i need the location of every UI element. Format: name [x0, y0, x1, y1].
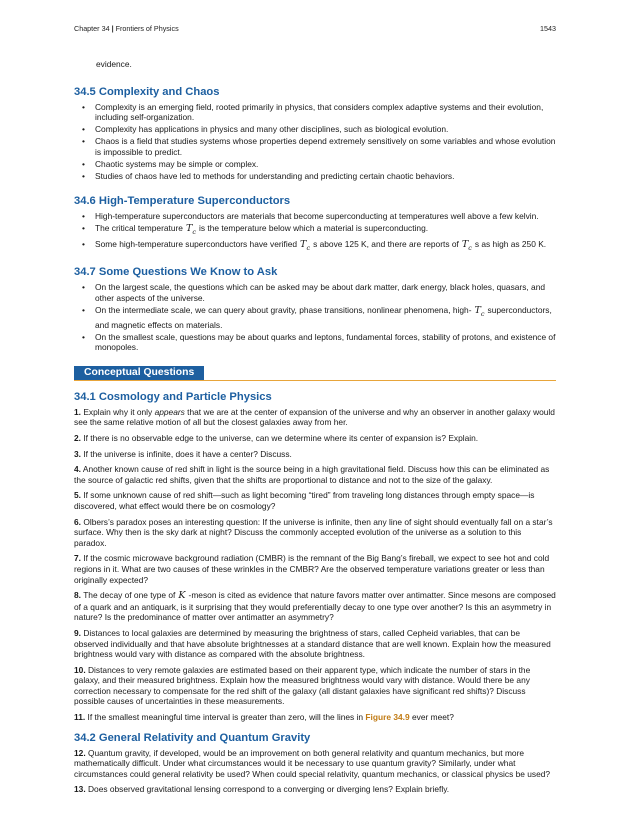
question-13: 13. Does observed gravitational lensing correspond to a converging or diverging lens? Explain briefly. — [74, 784, 450, 795]
page-number: 1543 — [540, 24, 556, 33]
math-tc: $T_c$ — [185, 222, 197, 236]
section-34-6-list — [74, 211, 556, 254]
question-12: 12. Quantum gravity, if developed, would be an improvement on both general relativity and quantum mechanics, but more mathematically difficult. Under what circumstances would it be necessary to use quantum gravity? Similarly, under what circumstances could general relativity be used? When could special relativity, quantum mechanics, or classical physics be used? — [74, 747, 551, 779]
question-10: 10. Distances to very remote galaxies are estimated based on their apparent type, which indicate the number of stars in the galaxy, and their measured brightness. Explain how the measured brightness would vary with distance. Would there be any correction necessary to compensate for the red shift of the galaxy (all distant galaxies have significant red shifts)? Discuss possible causes of uncertainties in these measurements. — [74, 664, 531, 707]
list-item: • Complexity has applications in physics and many other disciplines, such as biological evolution. — [74, 124, 556, 135]
section-34-1-heading: 34.1 Cosmology and Particle Physics — [74, 390, 272, 403]
list-item: • Some high-temperature superconductors have verified $T_c$ s above 125 K, and there are reports of $T_c$ s as high as 250 K. — [74, 239, 556, 254]
section-34-2-heading: 34.2 General Relativity and Quantum Gravity — [74, 731, 311, 744]
section-34-7-heading: 34.7 Some Questions We Know to Ask — [74, 266, 278, 279]
list-item: • High-temperature superconductors are materials that become superconducting at temperatures well above a few kelvin. — [74, 211, 556, 222]
list-item: • Complexity is an emerging field, rooted primarily in physics, that considers complex adaptive systems and their evolution, including self-organization. — [74, 102, 556, 123]
question-9: 9. Distances to local galaxies are determined by measuring the brightness of stars, called Cepheid variables, that can be observed individually and that have absolute brightnesses at a standard distance that are well known. Explain how the measured brightness would vary with distance as compared with the absolute brightness. — [74, 627, 551, 660]
running-head: Chapter 34 | Frontiers of Physics — [74, 24, 179, 33]
question-4: 4. Another known cause of red shift in light is the source being in a high gravitational field. Discuss how this can be eliminated as the source of galactic red shifts, given that the shifts are proportional to distance and not to the size of the galaxy. — [74, 464, 550, 485]
page-content — [74, 59, 556, 800]
section-34-5-list — [74, 102, 556, 182]
question-6: 6. Olbers’s paradox poses an interesting question: If the universe is infinite, then any line of sight should eventually fall on a star’s surface. Why then is the sky dark at night? Discuss the commonly accepted evolution of the universe as a solution to this paradox. — [74, 516, 553, 548]
continuation-text: evidence. — [96, 59, 132, 69]
list-item: • On the intermediate scale, we can query about gravity, phase transitions, nonlinear phenomena, high- $T_c$ superconductors, and magnetic effects on materials. — [74, 305, 556, 330]
section-34-5-heading: 34.5 Complexity and Chaos — [74, 85, 220, 98]
list-item: • The critical temperature $T_c$ is the temperature below which a material is superconducting. — [74, 223, 556, 238]
section-34-6-heading: 34.6 High-Temperature Superconductors — [74, 194, 291, 207]
question-7: 7. If the cosmic microwave background radiation (CMBR) is the remnant of the Big Bang’s fireball, we expect to see hot and cold regions in it. What are two causes of these wrinkles in the CMBR? Are the observed temperature variations greater or less than originally expected? — [74, 553, 550, 585]
list-item: • On the largest scale, the questions which can be asked may be about dark matter, dark energy, black holes, quasars, and other aspects of the universe. — [74, 282, 556, 303]
list-item: • Chaos is a field that studies systems whose properties depend extremely sensitively on some variables and whose evolution is impossible to predict. — [74, 136, 556, 157]
conceptual-questions-banner: Conceptual Questions — [74, 366, 556, 381]
question-1: 1. Explain why it only appears that we are at the center of expansion of the universe and why an observer in another galaxy would see the same relative motion of all but the closest galaxies away from her. — [74, 406, 555, 428]
question-2: 2. If there is no observable edge to the universe, can we determine where its center of expansion is? Explain. — [74, 433, 479, 443]
question-11: 11. If the smallest meaningful time interval is greater than zero, will the lines in Figure 34.9 ever meet? — [74, 712, 454, 723]
math-tc: $T_c$ — [300, 238, 311, 252]
question-8: 8. The decay of one type of K -meson is cited as evidence that nature favors matter over antimatter. Since mesons are composed of a quark and an antiquark, is it surprising that they would preferentially decay to one type over another? Is this an asymmetry in nature? Is the predominance of matter over antimatter an asymmetry? — [74, 590, 556, 623]
math-tc: $T_c$ — [461, 238, 472, 252]
page-header — [74, 24, 556, 36]
figure-34-9-link[interactable]: Figure 34.9 — [365, 712, 410, 723]
question-5: 5. If some unknown cause of red shift—such as light becoming “tired” from traveling long distances through empty space—is discovered, what effect would there be on cosmology? — [74, 490, 535, 511]
question-3: 3. If the universe is infinite, does it have a center? Discuss. — [74, 448, 292, 459]
math-k: K — [178, 590, 186, 602]
list-item: • Chaotic systems may be simple or complex. — [74, 159, 556, 170]
math-tc: $T_c$ — [474, 305, 485, 318]
list-item: • Studies of chaos have led to methods for understanding and predicting certain chaotic behaviors. — [74, 171, 556, 182]
section-34-7-list — [74, 282, 556, 352]
list-item: • On the smallest scale, questions may be about quarks and leptons, fundamental forces, stability of protons, and existence of monopoles. — [74, 332, 556, 353]
